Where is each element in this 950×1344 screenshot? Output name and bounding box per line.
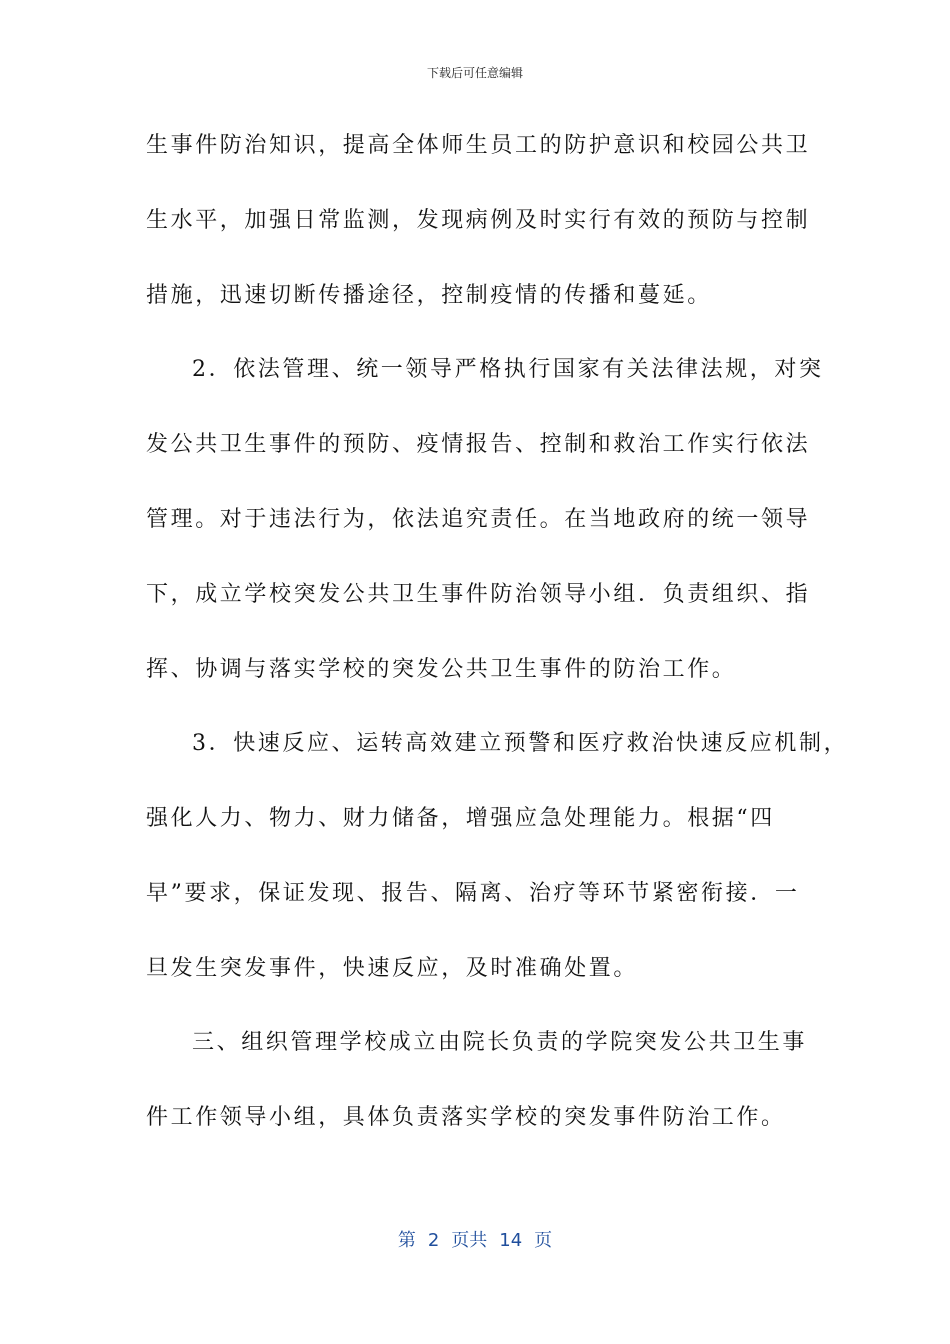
body-line: 旦发生突发事件，快速反应，及时准确处置。 xyxy=(146,956,639,981)
header-note: 下载后可任意编辑 xyxy=(426,66,523,80)
body-line: 发公共卫生事件的预防、疫情报告、控制和救治工作实行依法 xyxy=(146,432,811,457)
body-line: 措施，迅速切断传播途径，控制疫情的传播和蔓延。 xyxy=(146,283,712,308)
page-label-suffix: 页 xyxy=(534,1230,553,1251)
body-line: 强化人力、物力、财力储备，增强应急处理能力。根据“四 xyxy=(146,806,775,831)
body-line: 2．依法管理、统一领导严格执行国家有关法律法规，对突 xyxy=(192,357,824,382)
page-label-mid: 页共 xyxy=(451,1230,488,1251)
body-line: 生水平，加强日常监测，发现病例及时实行有效的预防与控制 xyxy=(146,208,811,233)
body-line: 下，成立学校突发公共卫生事件防治领导小组．负责组织、指 xyxy=(146,582,811,607)
body-line: 管理。对于违法行为，依法追究责任。在当地政府的统一领导 xyxy=(146,507,811,532)
body-line: 生事件防治知识，提高全体师生员工的防护意识和校园公共卫 xyxy=(146,133,811,158)
body-line: 挥、协调与落实学校的突发公共卫生事件的防治工作。 xyxy=(146,657,737,682)
body-line: 早”要求，保证发现、报告、隔离、治疗等环节紧密衔接．一 xyxy=(146,881,800,906)
total-pages-number: 14 xyxy=(499,1230,523,1251)
page-label-prefix: 第 xyxy=(397,1230,416,1251)
body-line: 三、组织管理学校成立由院长负责的学院突发公共卫生事 xyxy=(192,1030,808,1055)
body-line: 件工作领导小组，具体负责落实学校的突发事件防治工作。 xyxy=(146,1105,786,1130)
current-page-number: 2 xyxy=(427,1230,440,1251)
body-line: 3．快速反应、运转高效建立预警和医疗救治快速反应机制， xyxy=(192,731,849,756)
page-footer xyxy=(0,1226,950,1252)
